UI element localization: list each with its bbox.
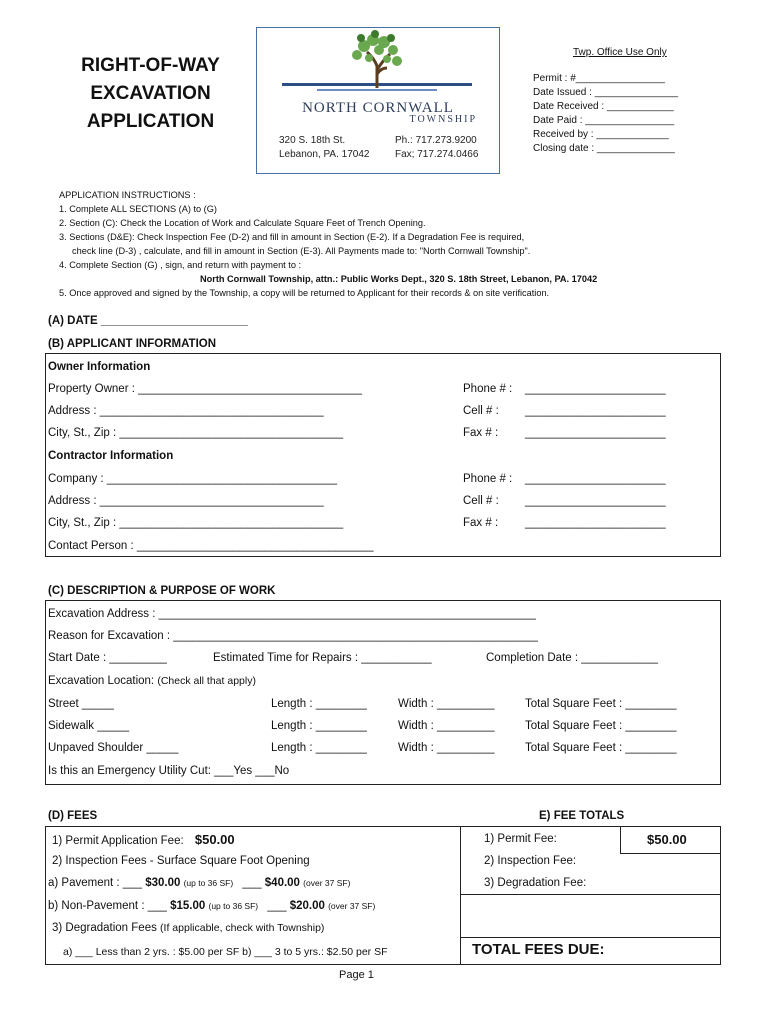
township-fax: Fax; 717.274.0466	[395, 149, 479, 160]
permit-application-fee	[52, 832, 235, 847]
page-number: Page 1	[339, 969, 374, 981]
pavement-fee-1: $30.00	[145, 877, 181, 889]
address-line-2: Lebanon, PA. 17042	[279, 149, 370, 160]
contractor-fax-label: Fax # :	[463, 517, 499, 529]
street-length-field[interactable]: Length : ________	[271, 698, 367, 710]
degradation-note: (If applicable, check with Township)	[160, 922, 325, 934]
company-field[interactable]: Company : ____________________________________	[48, 473, 338, 485]
street-checkbox[interactable]: Street _____	[48, 698, 114, 710]
sidewalk-total-field[interactable]: Total Square Feet : ________	[525, 720, 677, 732]
degradation-label: 3) Degradation Fees	[52, 922, 157, 934]
instruction-5: 5. Once approved and signed by the Township, a copy will be returned to Applicant for their records & on site verification.	[59, 288, 550, 298]
contractor-cell-label: Cell # :	[463, 495, 499, 507]
instruction-2: 2. Section (C): Check the Location of Work and Calculate Square Feet of Trench Opening.	[59, 218, 426, 228]
contractor-address-field[interactable]: Address : ___________________________________	[48, 495, 324, 507]
title-line-1: RIGHT-OF-WAY	[81, 55, 220, 76]
contractor-heading: Contractor Information	[48, 450, 174, 462]
date-issued-field[interactable]: Date Issued : _______________	[533, 87, 679, 98]
title-line-2: EXCAVATION	[90, 83, 211, 104]
description-section-heading: (C) DESCRIPTION & PURPOSE OF WORK	[48, 585, 276, 597]
office-use-heading: Twp. Office Use Only	[573, 47, 667, 58]
inspection-fees-heading: 2) Inspection Fees - Surface Square Foot Opening	[52, 855, 310, 867]
owner-cell-field[interactable]: ______________________	[525, 405, 666, 417]
permit-fee-amount: $50.00	[194, 832, 235, 847]
title-line-3: APPLICATION	[86, 111, 215, 132]
permit-fee-total-label: 1) Permit Fee:	[484, 833, 557, 845]
non-pavement-fee-row[interactable]	[48, 900, 375, 912]
description-box	[45, 600, 721, 785]
closing-date-field[interactable]: Closing date : ______________	[533, 143, 675, 154]
location-label: Excavation Location:	[48, 675, 155, 687]
degradation-options[interactable]: a) ___ Less than 2 yrs. : $5.00 per SF b) ___ 3 to 5 yrs.: $2.50 per SF	[63, 946, 388, 958]
pavement-label: a) Pavement : ___	[48, 877, 142, 889]
permit-fee-label: 1) Permit Application Fee:	[52, 835, 184, 847]
non-pavement-fee-2: $20.00	[289, 900, 325, 912]
location-note: (Check all that apply)	[157, 675, 256, 687]
estimated-time-field[interactable]: Estimated Time for Repairs : ___________	[213, 652, 432, 664]
date-received-field[interactable]: Date Received : ____________	[533, 101, 674, 112]
tree-logo-icon	[257, 28, 501, 108]
degradation-fees-row	[52, 922, 324, 934]
township-name: NORTH CORNWALL	[302, 100, 454, 116]
received-by-field[interactable]: Received by : _____________	[533, 129, 669, 140]
owner-cell-label: Cell # :	[463, 405, 499, 417]
non-pavement-blank[interactable]: ___	[267, 900, 287, 912]
street-width-field[interactable]: Width : _________	[398, 698, 495, 710]
address-line-1: 320 S. 18th St.	[279, 135, 346, 146]
permit-fee-total-amount: $50.00	[647, 832, 687, 847]
owner-heading: Owner Information	[48, 361, 151, 373]
excavation-address-field[interactable]: Excavation Address : ___________________________________________________________	[48, 608, 536, 620]
owner-city-field[interactable]: City, St., Zip : ___________________________________	[48, 427, 344, 439]
reason-field[interactable]: Reason for Excavation : _________________________________________________________	[48, 630, 538, 642]
township-phone: Ph.: 717.273.9200	[395, 135, 477, 146]
township-logo-box	[256, 27, 500, 174]
office-use-fields	[533, 72, 678, 156]
sidewalk-length-field[interactable]: Length : ________	[271, 720, 367, 732]
instructions	[59, 188, 597, 300]
contractor-city-field[interactable]: City, St., Zip : ___________________________________	[48, 517, 344, 529]
completion-date-field[interactable]: Completion Date : ____________	[486, 652, 658, 664]
unpaved-length-field[interactable]: Length : ________	[271, 742, 367, 754]
instructions-heading: APPLICATION INSTRUCTIONS :	[59, 190, 196, 200]
pavement-fee-2-note: (over 37 SF)	[303, 878, 351, 888]
date-field[interactable]: (A) DATE _______________________	[48, 315, 248, 327]
inspection-fee-total-label[interactable]: 2) Inspection Fee:	[484, 855, 577, 867]
instruction-1: 1. Complete ALL SECTIONS (A) to (G)	[59, 204, 217, 214]
excavation-location	[48, 675, 256, 687]
township-contact	[395, 134, 478, 162]
form-title	[48, 52, 253, 136]
pavement-fee-1-note: (up to 36 SF)	[183, 878, 234, 888]
contractor-cell-field[interactable]: ______________________	[525, 495, 666, 507]
contact-person-field[interactable]: Contact Person : _____________________________________	[48, 540, 374, 552]
contractor-fax-field[interactable]: ______________________	[525, 517, 666, 529]
date-paid-field[interactable]: Date Paid : ________________	[533, 115, 675, 126]
instruction-4-address: North Cornwall Township, attn.: Public Works Dept., 320 S. 18th Street, Lebanon, PA. 17042	[200, 274, 598, 284]
township-sub: TOWNSHIP	[409, 114, 477, 125]
contractor-phone-field[interactable]: ______________________	[525, 473, 666, 485]
township-address	[279, 134, 369, 162]
fee-totals-heading: E) FEE TOTALS	[539, 810, 625, 822]
non-pavement-fee-1: $15.00	[170, 900, 206, 912]
owner-address-field[interactable]: Address : ___________________________________	[48, 405, 324, 417]
contractor-phone-label: Phone # :	[463, 473, 513, 485]
street-total-field[interactable]: Total Square Feet : ________	[525, 698, 677, 710]
unpaved-total-field[interactable]: Total Square Feet : ________	[525, 742, 677, 754]
emergency-cut-field[interactable]: Is this an Emergency Utility Cut: ___Yes ___No	[48, 765, 290, 777]
sidewalk-width-field[interactable]: Width : _________	[398, 720, 495, 732]
total-fees-due[interactable]: TOTAL FEES DUE:	[472, 941, 605, 958]
unpaved-shoulder-checkbox[interactable]: Unpaved Shoulder _____	[48, 742, 179, 754]
property-owner-field[interactable]: Property Owner : ___________________________________	[48, 383, 362, 395]
permit-number-field[interactable]: Permit : #________________	[533, 73, 665, 84]
applicant-section-heading: (B) APPLICANT INFORMATION	[48, 338, 217, 350]
owner-phone-label: Phone # :	[463, 383, 513, 395]
sidewalk-checkbox[interactable]: Sidewalk _____	[48, 720, 130, 732]
unpaved-width-field[interactable]: Width : _________	[398, 742, 495, 754]
non-pavement-fee-2-note: (over 37 SF)	[328, 901, 376, 911]
non-pavement-label: b) Non-Pavement : ___	[48, 900, 167, 912]
fee-totals-spacer	[460, 894, 721, 938]
start-date-field[interactable]: Start Date : _________	[48, 652, 167, 664]
owner-phone-field[interactable]: ______________________	[525, 383, 666, 395]
pavement-fee-row[interactable]	[48, 877, 350, 889]
instruction-4: 4. Complete Section (G) , sign, and return with payment to :	[59, 260, 302, 270]
degradation-fee-total-label[interactable]: 3) Degradation Fee:	[484, 877, 587, 889]
owner-fax-label: Fax # :	[463, 427, 499, 439]
owner-fax-field[interactable]: ______________________	[525, 427, 666, 439]
pavement-blank[interactable]: ___	[242, 877, 262, 889]
instruction-3: 3. Sections (D&E): Check Inspection Fee (D-2) and fill in amount in Section (E-2). If a Degradation Fee is required,	[59, 232, 525, 242]
instruction-3-cont: check line (D-3) , calculate, and fill in amount in Section (E-3). All Payments made to: "North Cornwall Township".	[72, 246, 531, 256]
non-pavement-fee-1-note: (up to 36 SF)	[208, 901, 259, 911]
fees-section-heading: (D) FEES	[48, 810, 98, 822]
pavement-fee-2: $40.00	[264, 877, 300, 889]
